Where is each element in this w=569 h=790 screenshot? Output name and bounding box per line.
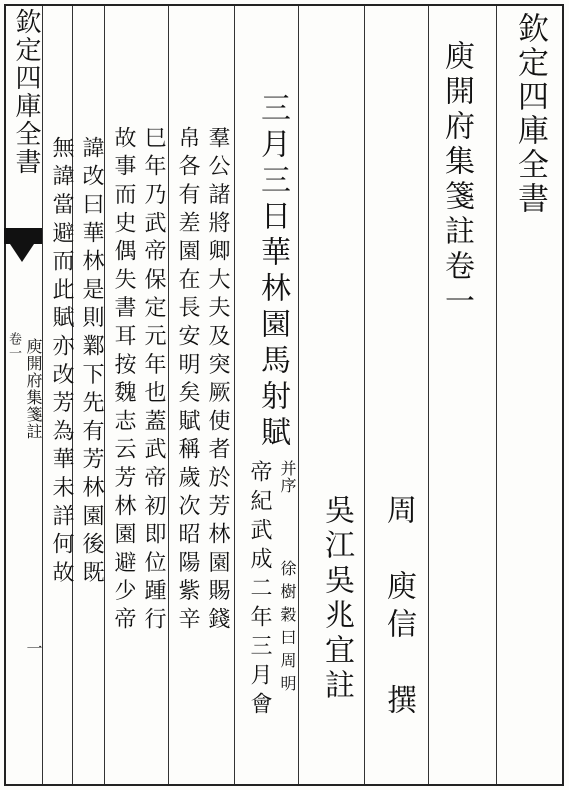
book-title: 庾開府集箋註卷一 (439, 40, 474, 320)
column-rule (496, 6, 497, 784)
preface-column-6: 諱改曰華林是則鄴下先有芳林園後既 (79, 136, 104, 589)
heading-note: 并序 (278, 460, 297, 494)
heading-note-continued: 徐樹穀曰周明 (278, 560, 297, 698)
column-rule (428, 6, 429, 784)
preface-column-7: 無諱當避而此賦亦改芳為華未詳何故 (49, 136, 74, 589)
margin-book-title: 庾開府集箋註 (24, 338, 43, 440)
fishtail-mark (4, 228, 42, 244)
section-heading: 三月三日華林園馬射賦 (255, 92, 290, 452)
collection-title: 欽定四庫全書 (512, 12, 548, 216)
author-line: 周 庾信 撰 (381, 494, 416, 722)
preface-column-2: 羣公諸將卿大夫及突厥使者於芳林園賜錢 (205, 126, 230, 636)
margin-page-number: 一 (24, 640, 43, 657)
preface-column-1: 帝紀武成二年三月會 (247, 460, 272, 721)
fishtail-wedge (10, 244, 34, 262)
margin-divider (42, 6, 43, 784)
column-rule (364, 6, 365, 784)
preface-column-4: 巳年乃武帝保定元年也蓋武帝初即位踵行 (141, 126, 166, 636)
preface-column-3: 帛各有差園在長安明矣賦稱歲次昭陽紫辛 (175, 126, 200, 636)
preface-column-5: 故事而史偶失書耳按魏志云芳林園避少帝 (111, 126, 136, 636)
column-rule (234, 6, 235, 784)
margin-collection-title: 欽定四庫全書 (11, 8, 41, 176)
annotator-line: 吳江吳兆宜註 (319, 494, 354, 704)
margin-juan: 卷一 (6, 332, 21, 360)
